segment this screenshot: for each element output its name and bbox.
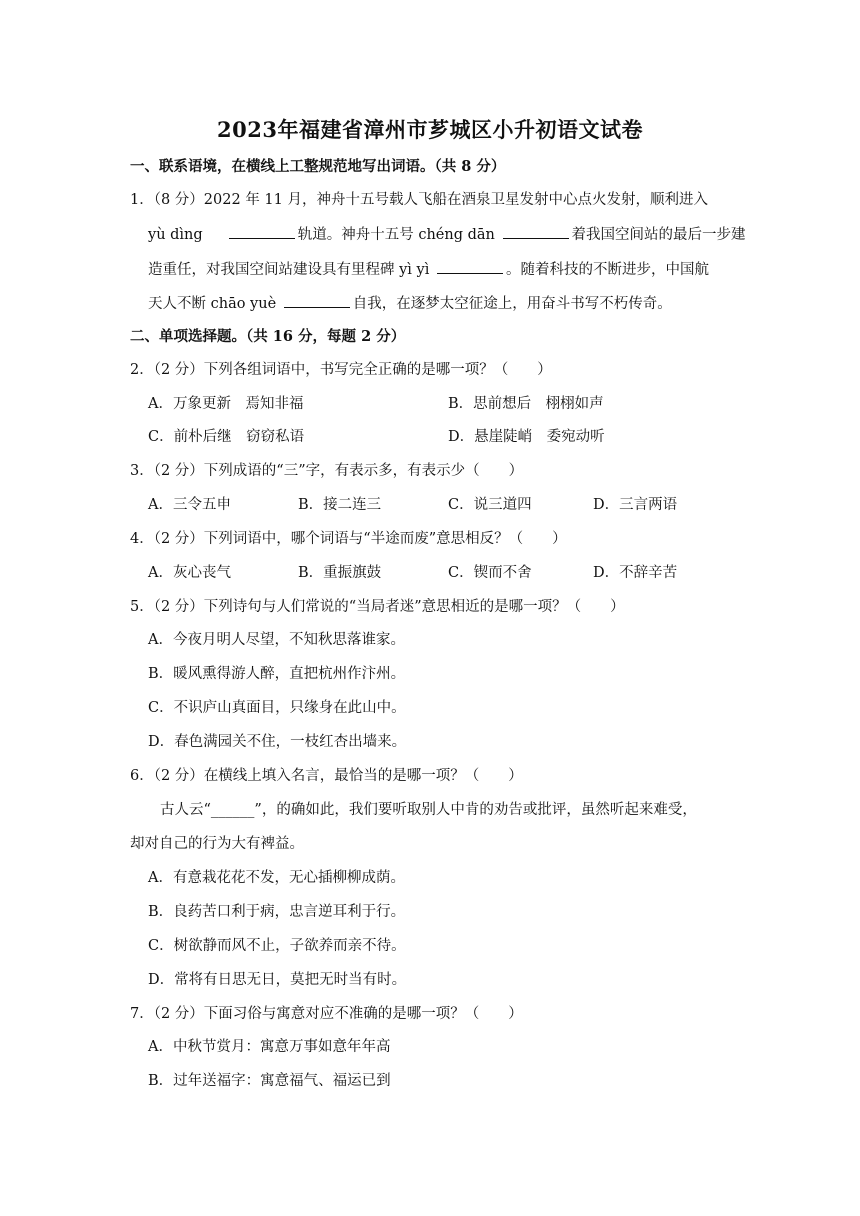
- q2-stem: 2．（2 分）下列各组词语中，书写完全正确的是哪一项？（ ）: [130, 362, 552, 378]
- q5-option-c[interactable]: C．不识庐山真面目，只缘身在此山中。: [148, 700, 406, 716]
- q5-option-a[interactable]: A．今夜月明人尽望，不知秋思落谁家。: [148, 632, 405, 648]
- q1-blank-4[interactable]: [284, 293, 350, 308]
- q2-option-c[interactable]: C．前朴后继 窃窃私语: [148, 429, 305, 445]
- q5-option-d[interactable]: D．春色满园关不住，一枝红杏出墙来。: [148, 734, 407, 750]
- q2-option-b[interactable]: B．思前想后 栩栩如声: [448, 396, 604, 412]
- q3-option-b[interactable]: B．接二连三: [298, 497, 382, 513]
- q6-option-d[interactable]: D．常将有日思无日，莫把无时当有时。: [148, 972, 407, 988]
- q7-stem: 7．（2 分）下面习俗与寓意对应不准确的是哪一项？（ ）: [130, 1006, 523, 1022]
- q1-line3a: 造重任，对我国空间站建设具有里程碑 yì yì: [148, 262, 430, 278]
- q1-after2: 着我国空间站的最后一步建: [571, 227, 746, 243]
- q3-option-c[interactable]: C．说三道四: [448, 497, 532, 513]
- q4-option-c[interactable]: C．锲而不舍: [448, 565, 532, 581]
- q1-pinyin-yuding: yù dìng: [148, 227, 203, 243]
- q5-stem: 5．（2 分）下列诗句与人们常说的“当局者迷”意思相近的是哪一项？（ ）: [130, 599, 625, 615]
- q1-after1: 轨道。神舟十五号 chéng dān: [297, 227, 495, 243]
- q1-blank-2[interactable]: [503, 224, 569, 239]
- section1-heading: 一、联系语境，在横线上工整规范地写出词语。（共 8 分）: [130, 158, 506, 175]
- q6-passage-line1: 古人云“______”，的确如此，我们要听取别人中肯的劝告或批评，虽然听起来难受，: [160, 802, 697, 818]
- q3-option-a[interactable]: A．三令五申: [148, 497, 231, 513]
- q6-option-b[interactable]: B．良药苦口利于病，忠言逆耳利于行。: [148, 904, 406, 920]
- q7-option-b[interactable]: B．过年送福字：寓意福气、福运已到: [148, 1073, 391, 1089]
- q2-option-d[interactable]: D．悬崖陡峭 委宛动听: [448, 429, 605, 445]
- q1-blank-3[interactable]: [437, 259, 503, 274]
- q4-option-d[interactable]: D．不辞辛苦: [593, 565, 678, 581]
- q6-option-a[interactable]: A．有意栽花花不发，无心插柳柳成荫。: [148, 870, 405, 886]
- q3-stem: 3．（2 分）下列成语的“三”字，有表示多，有表示少（ ）: [130, 463, 524, 479]
- q1-line2: [148, 224, 746, 245]
- q6-passage-line2: 却对自己的行为大有裨益。: [130, 836, 304, 852]
- q2-option-a[interactable]: A．万象更新 焉知非福: [148, 396, 304, 412]
- page-title: 2023年福建省漳州市芗城区小升初语文试卷: [217, 117, 643, 142]
- q6-stem: 6．（2 分）在横线上填入名言，最恰当的是哪一项？（ ）: [130, 768, 523, 784]
- q1-line3: [148, 259, 709, 280]
- q1-line4: [148, 293, 672, 314]
- q7-option-a[interactable]: A．中秋节赏月：寓意万事如意年年高: [148, 1039, 391, 1055]
- q1-blank-1[interactable]: [229, 224, 295, 239]
- section2-heading: 二、单项选择题。（共 16 分，每题 2 分）: [130, 328, 406, 345]
- q6-option-c[interactable]: C．树欲静而风不止，子欲养而亲不待。: [148, 938, 406, 954]
- q4-stem: 4．（2 分）下列词语中，哪个词语与“半途而废”意思相反？（ ）: [130, 531, 567, 547]
- q3-option-d[interactable]: D．三言两语: [593, 497, 678, 513]
- q1-line1: 1．（8 分）2022 年 11 月，神舟十五号载人飞船在酒泉卫星发射中心点火发射，顺利进入: [130, 192, 708, 208]
- q1-line4a: 天人不断 chāo yuè: [148, 296, 277, 312]
- q1-line3b: 。随着科技的不断进步，中国航: [505, 262, 709, 278]
- q4-option-b[interactable]: B．重振旗鼓: [298, 565, 382, 581]
- q5-option-b[interactable]: B．暖风熏得游人醉，直把杭州作汴州。: [148, 666, 406, 682]
- q1-line4b: 自我，在逐梦太空征途上，用奋斗书写不朽传奇。: [352, 296, 672, 312]
- q4-option-a[interactable]: A．灰心丧气: [148, 565, 231, 581]
